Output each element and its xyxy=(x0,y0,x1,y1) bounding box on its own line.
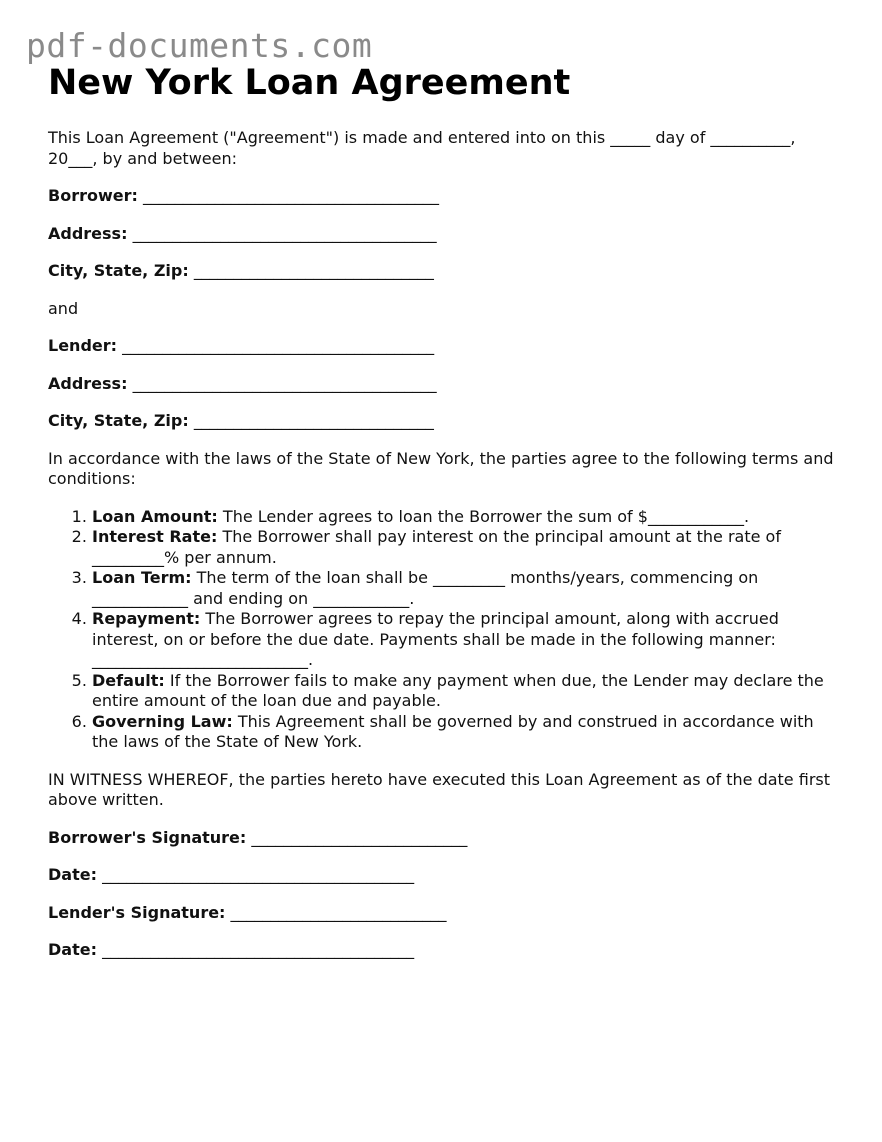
document-page xyxy=(48,60,838,961)
term-label: Governing Law: xyxy=(92,711,233,731)
term-text: This Agreement shall be governed by and construed in accordance with the laws of the State of New York. xyxy=(92,711,814,751)
watermark: pdf-documents.com xyxy=(26,26,373,65)
term-text: If the Borrower fails to make any payment when due, the Lender may declare the entire amount of the loan due and payable. xyxy=(92,670,824,710)
field-blank[interactable]: ___________________________ xyxy=(230,902,447,922)
field-label: Lender: xyxy=(48,336,118,355)
lender-signature-field xyxy=(48,903,838,924)
lender-date-field xyxy=(48,940,838,961)
term-label: Loan Amount: xyxy=(92,506,218,526)
intro-paragraph: This Loan Agreement ("Agreement") is made and entered into on this _____ day of __________, 20___, by and between: xyxy=(48,128,796,168)
accordance-paragraph: In accordance with the laws of the State of New York, the parties agree to the following terms and conditions: xyxy=(48,448,834,488)
lender-city-field xyxy=(48,411,838,432)
term-item xyxy=(92,568,838,609)
borrower-city-field xyxy=(48,261,838,282)
term-item xyxy=(92,609,838,671)
field-label: City, State, Zip: xyxy=(48,261,189,280)
field-blank[interactable]: _______________________________________ xyxy=(122,336,435,355)
field-label: City, State, Zip: xyxy=(48,411,189,430)
field-blank[interactable]: ______________________________ xyxy=(193,261,434,280)
lender-address-field xyxy=(48,374,838,395)
field-blank[interactable]: _______________________________________ xyxy=(102,940,415,959)
field-blank[interactable]: ______________________________________ xyxy=(132,223,437,243)
and-text: and xyxy=(48,298,79,318)
witness-paragraph: IN WITNESS WHEREOF, the parties hereto have executed this Loan Agreement as of the date first above written. xyxy=(48,769,830,809)
terms-list xyxy=(48,507,838,753)
field-label: Date: xyxy=(48,865,97,884)
borrower-name-field xyxy=(48,186,838,207)
field-label: Lender's Signature: xyxy=(48,902,226,922)
borrower-date-field xyxy=(48,865,838,886)
term-text: The Borrower shall pay interest on the principal amount at the rate of _________% per annum. xyxy=(92,527,781,567)
borrower-signature-field xyxy=(48,828,838,849)
term-text: The Borrower agrees to repay the principal amount, along with accrued interest, on or before the due date. Payments shall be made in the following manner: ___________________________. xyxy=(92,609,779,669)
term-label: Repayment: xyxy=(92,609,201,628)
term-label: Interest Rate: xyxy=(92,527,218,546)
term-item xyxy=(92,712,838,753)
term-label: Default: xyxy=(92,670,165,690)
field-blank[interactable]: _______________________________________ xyxy=(102,865,415,884)
field-label: Borrower: xyxy=(48,186,138,205)
term-item xyxy=(92,671,838,712)
document-title: New York Loan Agreement xyxy=(48,63,571,103)
field-blank[interactable]: ___________________________ xyxy=(251,827,468,847)
field-blank[interactable]: ______________________________________ xyxy=(132,373,437,393)
field-blank[interactable]: _____________________________________ xyxy=(142,186,439,205)
field-blank[interactable]: ______________________________ xyxy=(193,411,434,430)
term-text: The Lender agrees to loan the Borrower the sum of $____________. xyxy=(222,506,750,526)
term-item xyxy=(92,507,838,528)
field-label: Address: xyxy=(48,223,128,243)
field-label: Address: xyxy=(48,373,128,393)
field-label: Date: xyxy=(48,940,97,959)
borrower-address-field xyxy=(48,224,838,245)
lender-name-field xyxy=(48,336,838,357)
term-label: Loan Term: xyxy=(92,568,192,587)
term-text: The term of the loan shall be _________ months/years, commencing on ____________ and ending on ____________. xyxy=(92,568,759,608)
term-item xyxy=(92,527,838,568)
field-label: Borrower's Signature: xyxy=(48,827,247,847)
